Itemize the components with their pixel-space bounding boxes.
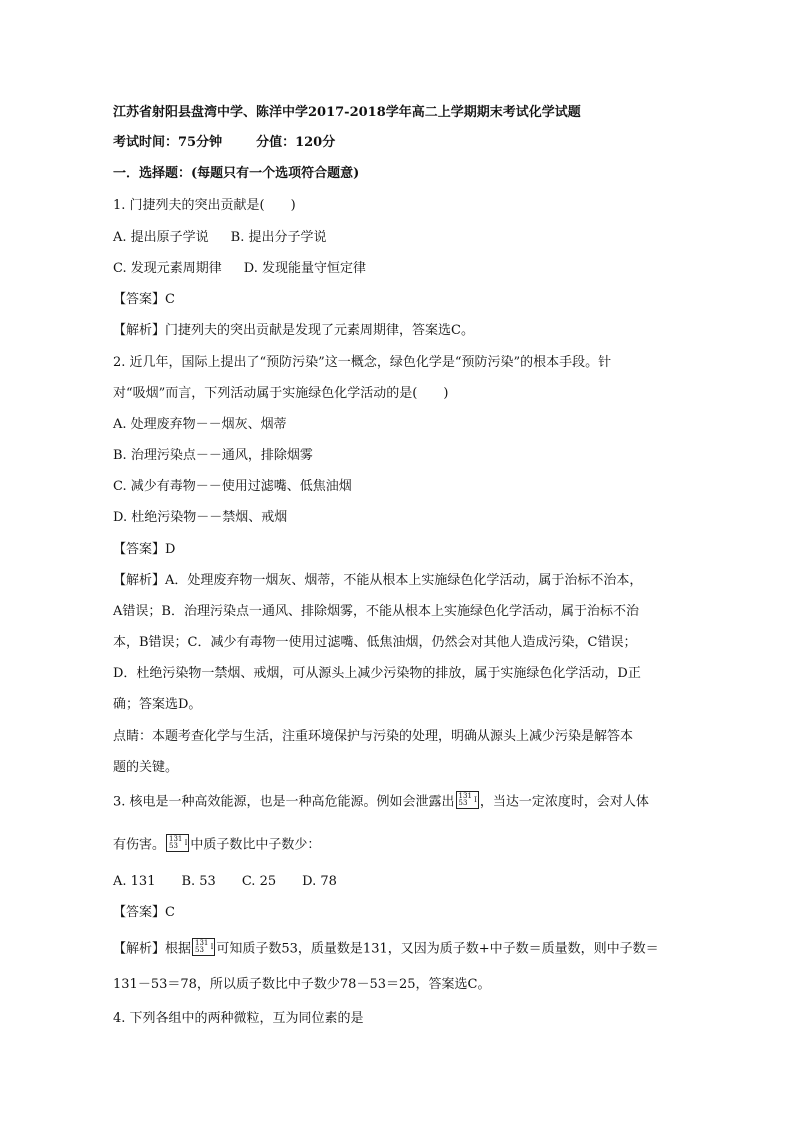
q2-analysis-line4: D．杜绝污染物一禁烟、戒烟，可从源头上减少污染物的排放，属于实施绿色化学活动，D正 bbox=[113, 666, 641, 681]
nuclide-atomic-number: 53 bbox=[195, 946, 204, 954]
q2-option-a: A. 处理废弃物－－烟灰、烟蒂 bbox=[113, 417, 287, 432]
q1-stem: 1. 门捷列夫的突出贡献是( ) bbox=[113, 198, 296, 213]
q1-option-c: C. 发现元素周期律 bbox=[113, 261, 222, 276]
q2-analysis-line5: 确；答案选D。 bbox=[113, 697, 202, 712]
nuclide-element-symbol: I bbox=[474, 796, 477, 804]
doc-title: 江苏省射阳县盘湾中学、陈洋中学2017-2018学年高二上学期期末考试化学试题 bbox=[113, 105, 581, 120]
q3-stem-text-a: 3. 核电是一种高效能源，也是一种高危能源。例如会泄露出 bbox=[113, 794, 455, 810]
q3-stem-text-b: ，当达一定浓度时，会对人体 bbox=[479, 794, 649, 810]
q4-stem: 4. 下列各组中的两种微粒，互为同位素的是 bbox=[113, 1011, 364, 1026]
section-heading: 一．选择题：(每题只有一个选项符合题意) bbox=[113, 166, 360, 181]
q2-analysis-line3: 本，B错误；C．减少有毒物一使用过滤嘴、低焦油烟，仍然会对其他人造成污染，C错误； bbox=[113, 635, 637, 650]
nuclide-element-symbol: I bbox=[210, 943, 214, 951]
q3-analysis-line2: 131－53＝78，所以质子数比中子数少78－53＝25，答案选C。 bbox=[113, 977, 491, 992]
q3-stem2-text-a: 有伤害。 bbox=[113, 837, 166, 853]
q3-stem2-text-b: 中质子数比中子数少： bbox=[190, 837, 321, 853]
nuclide-mass-number: 131 bbox=[458, 792, 472, 800]
nuclide-symbol-box bbox=[166, 834, 189, 852]
nuclide-symbol-box bbox=[192, 938, 215, 956]
exam-score: 分值：120分 bbox=[256, 135, 336, 150]
q2-stem-line1: 2. 近几年，国际上提出了“预防污染”这一概念，绿色化学是“预防污染”的根本手段。针 bbox=[113, 355, 612, 370]
q1-option-a: A. 提出原子学说 bbox=[113, 230, 209, 245]
q1-options-cd bbox=[113, 260, 688, 278]
exam-time: 考试时间：75分钟 bbox=[113, 135, 223, 150]
nuclide-atomic-number: 53 bbox=[169, 842, 178, 850]
q3-stem-line1 bbox=[113, 793, 688, 812]
q3-analysis-text-a: 【解析】根据 bbox=[113, 941, 192, 957]
q2-stem-line2: 对“吸烟”而言，下列活动属于实施绿色化学活动的是( ) bbox=[113, 386, 449, 401]
nuclide-element-symbol: I bbox=[184, 839, 188, 847]
q1-options-ab bbox=[113, 229, 688, 247]
q2-option-d: D. 杜绝污染物－－禁烟、戒烟 bbox=[113, 510, 288, 525]
q3-analysis-text-b: 可知质子数53，质量数是131，又因为质子数+中子数＝质量数，则中子数＝ bbox=[216, 941, 659, 957]
q1-option-b: B. 提出分子学说 bbox=[230, 230, 327, 245]
q3-answer: 【答案】C bbox=[113, 905, 175, 920]
q2-note-line2: 题的关键。 bbox=[113, 760, 179, 775]
q1-option-d: D. 发现能量守恒定律 bbox=[243, 261, 366, 276]
nuclide-mass-number: 131 bbox=[195, 939, 209, 947]
exam-info bbox=[113, 134, 688, 152]
q1-answer: 【答案】C bbox=[113, 292, 175, 307]
q2-option-b: B. 治理污染点－－通风，排除烟雾 bbox=[113, 448, 313, 463]
q2-option-c: C. 减少有毒物－－使用过滤嘴、低焦油烟 bbox=[113, 479, 352, 494]
nuclide-mass-number: 131 bbox=[169, 835, 183, 843]
q3-analysis-line1 bbox=[113, 940, 688, 959]
q2-note-line1: 点睛：本题考查化学与生活，注重环境保护与污染的处理，明确从源头上减少污染是解答本 bbox=[113, 729, 634, 744]
q2-analysis-line2: A错误；B．治理污染点一通风、排除烟雾，不能从根本上实施绿色化学活动，属于治标不治 bbox=[113, 604, 639, 619]
q3-stem-line2 bbox=[113, 836, 688, 855]
q1-analysis: 【解析】门捷列夫的突出贡献是发现了元素周期律，答案选C。 bbox=[113, 323, 474, 338]
q2-answer: 【答案】D bbox=[113, 542, 176, 557]
nuclide-atomic-number: 53 bbox=[458, 799, 468, 807]
q2-analysis-line1: 【解析】A．处理废弃物一烟灰、烟蒂，不能从根本上实施绿色化学活动，属于治标不治本， bbox=[113, 573, 643, 588]
q3-options: A. 131 B. 53 C. 25 D. 78 bbox=[113, 874, 337, 889]
nuclide-symbol-box bbox=[456, 791, 479, 809]
